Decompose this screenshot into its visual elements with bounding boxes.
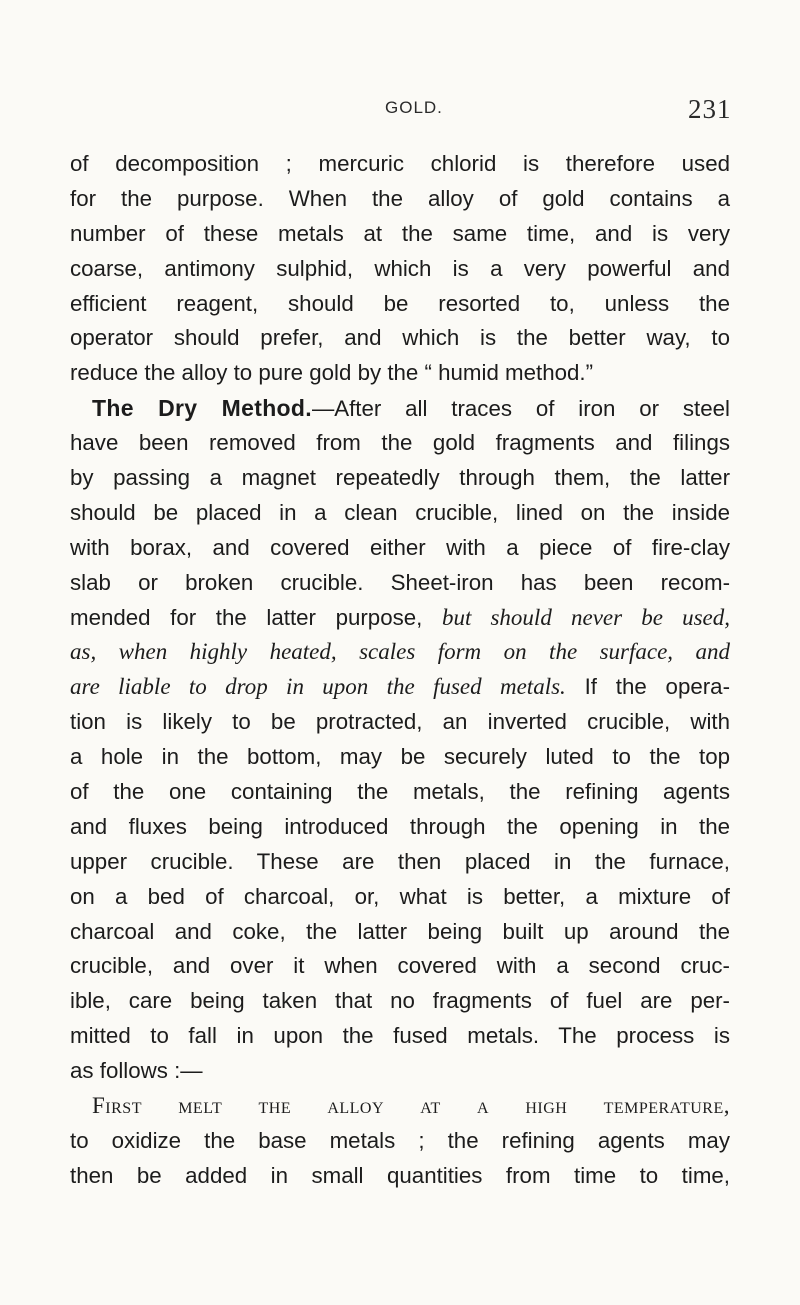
text-line: of decomposition ; mercuric chlorid is therefore used (70, 151, 730, 176)
text-line: of the one containing the metals, the refining agents (70, 779, 730, 805)
text-run: If the opera- (565, 674, 731, 700)
text-line (70, 1089, 730, 1124)
text-line: charcoal and coke, the latter being built up around the (70, 918, 730, 944)
text-line: crucible, and over it when covered with a second cruc- (70, 953, 730, 979)
body-text (70, 147, 730, 1194)
text-line: as follows :— (70, 1058, 203, 1084)
text-line (70, 391, 730, 426)
text-line: coarse, antimony sulphid, which is a very powerful and (70, 255, 730, 281)
text-line: then be added in small quantities from time to time, (70, 1162, 730, 1188)
section-heading: The Dry Method. (92, 395, 312, 422)
text-line: have been removed from the gold fragments and filings (70, 430, 730, 456)
text-line: on a bed of charcoal, or, what is better, a mixture of (70, 883, 730, 909)
text-line: should be placed in a clean crucible, lined on the inside (70, 499, 730, 525)
text-line: to oxidize the base metals ; the refining agents may (70, 1127, 730, 1153)
italic-text: as, when highly heated, scales form on the surface, and (70, 639, 730, 665)
page-number: 231 (688, 94, 732, 124)
text-line (70, 601, 730, 636)
page-header (0, 92, 800, 124)
italic-text: are liable to drop in upon the fused metals. (70, 674, 566, 700)
text-line (70, 635, 730, 670)
italic-text: but should never be used, (441, 604, 730, 630)
text-line: mitted to fall in upon the fused metals. The process is (70, 1023, 730, 1049)
text-line: tion is likely to be protracted, an inverted crucible, with (70, 709, 730, 735)
text-line: with borax, and covered either with a piece of fire-clay (70, 534, 730, 560)
text-line: ible, care being taken that no fragments of fuel are per- (70, 988, 730, 1014)
text-line: slab or broken crucible. Sheet-iron has been recom- (70, 569, 730, 595)
text-line: reduce the alloy to pure gold by the “ humid method.” (70, 360, 594, 386)
running-head: GOLD. (385, 98, 443, 117)
text-line: efficient reagent, should be resorted to, unless the (70, 290, 730, 316)
text-line: number of these metals at the same time, and is very (70, 220, 730, 246)
text-run: mended for the latter purpose, (70, 604, 442, 630)
text-line: operator should prefer, and which is the better way, to (70, 325, 730, 351)
text-run: —After all traces of iron or steel (311, 396, 730, 422)
text-line: by passing a magnet repeatedly through them, the latter (70, 465, 730, 491)
text-line: upper crucible. These are then placed in the furnace, (70, 848, 730, 874)
text-line: and fluxes being introduced through the opening in the (70, 813, 730, 839)
text-line (70, 670, 730, 705)
text-line: a hole in the bottom, may be securely luted to the top (70, 744, 730, 770)
text-line: for the purpose. When the alloy of gold contains a (70, 185, 730, 211)
smallcaps-text: First melt the alloy at a high temperature, (92, 1093, 730, 1119)
